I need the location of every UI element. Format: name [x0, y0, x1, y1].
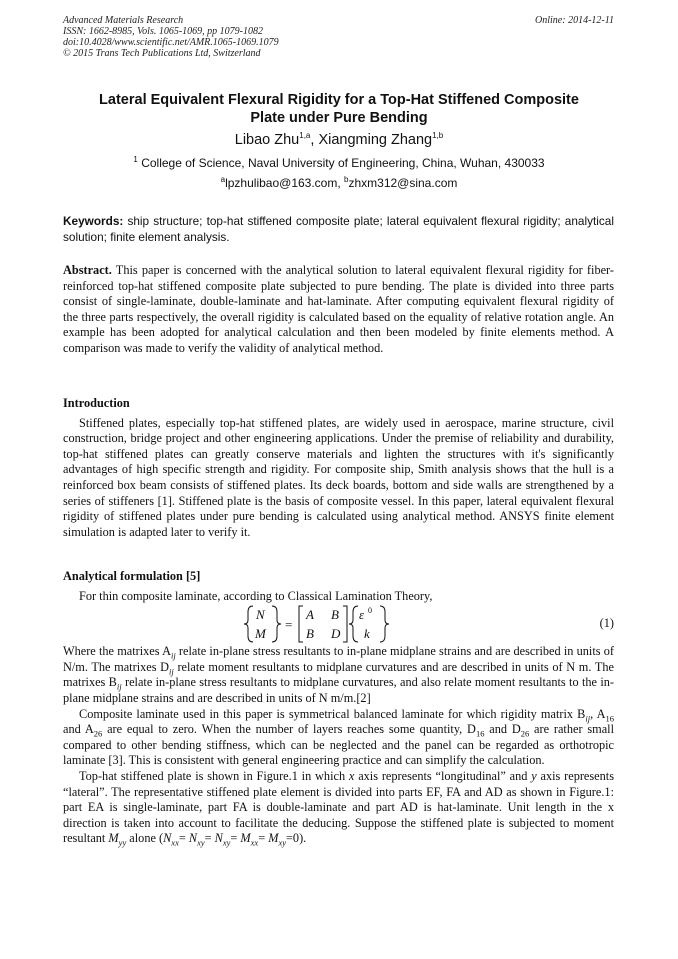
- journal-name: Advanced Materials Research: [63, 15, 184, 26]
- eq-D: D: [331, 626, 341, 642]
- author-separator: ,: [310, 132, 319, 148]
- eq-B-bottom: B: [306, 626, 314, 642]
- p2-text-2: , A: [590, 706, 606, 721]
- affiliation-text: College of Science, Naval University of Engineering, China, Wuhan, 430033: [137, 156, 545, 170]
- eq-epsilon: ε: [359, 607, 365, 623]
- copyright-line: © 2015 Trans Tech Publications Ltd, Switzerland: [63, 48, 261, 59]
- author-emails: [40, 176, 638, 191]
- author-list: [40, 131, 638, 149]
- p3-eq-2: =: [204, 831, 215, 846]
- eq-B-top: B: [331, 607, 339, 623]
- p3-M2-sub: xx: [250, 837, 259, 848]
- email-b-marker: b: [344, 175, 349, 184]
- right-brace-1: [272, 606, 281, 642]
- left-brace-1: [244, 606, 253, 642]
- p2-text-3: and A: [63, 722, 94, 737]
- p2-sub-4: 16: [475, 728, 485, 739]
- analytical-section: [63, 569, 614, 847]
- email-b: zhxm312@sina.com: [348, 176, 458, 190]
- left-brace-2: [349, 606, 358, 642]
- affiliation: [40, 156, 638, 171]
- analytical-intro: For thin composite laminate, according to Classical Lamination Theory,: [79, 588, 433, 603]
- doi-line: doi:10.4028/www.scientific.net/AMR.1065-1069.1079: [63, 37, 279, 48]
- eq-M: M: [255, 626, 266, 642]
- p3-eq-3: =: [230, 831, 241, 846]
- laminate-paragraph: [63, 707, 614, 769]
- p3-y-axis: y: [531, 768, 537, 783]
- p2-text-5: and D: [484, 722, 521, 737]
- p3-eq-5: =0).: [286, 831, 307, 846]
- abstract-block: [63, 263, 614, 357]
- p1-sub-2: ij: [169, 666, 174, 677]
- email-a-marker: a: [220, 175, 226, 184]
- equation-1-graphic: [243, 604, 433, 644]
- p3-N2-sub: xy: [197, 837, 205, 848]
- title-line-1: Lateral Equivalent Flexural Rigidity for a Top-Hat Stiffened Composite: [99, 92, 579, 108]
- matrix-definitions-paragraph: [63, 644, 614, 706]
- p1-text-4: relate in-plane stress resultants to midplane curvatures, and also relate moment resultants to the in-plane midplane strains and are described in units of N m/m.[2]: [63, 675, 614, 705]
- journal-header: [63, 15, 279, 59]
- title-line-2: Plate under Pure Bending: [250, 110, 428, 126]
- p3-text-2: axis represents “longitudinal” and: [354, 768, 532, 783]
- keywords-text: ship structure; top-hat stiffened composite plate; lateral equivalent flexural rigidity; analytical solution; finite element analysis.: [63, 214, 614, 244]
- p3-N3-sub: xy: [222, 837, 231, 848]
- introduction-heading: Introduction: [63, 396, 130, 410]
- equation-1-number: (1): [599, 616, 614, 631]
- p1-text-2: relate in-plane stress resultants to in-plane midplane strains and are described in units of N/m. The matrixes D: [63, 644, 614, 674]
- p3-eq-1: =: [178, 831, 189, 846]
- p3-N1-sub: xx: [171, 837, 179, 848]
- p3-M3: M: [268, 831, 279, 846]
- p2-sub-2: 16: [605, 713, 614, 724]
- p1-sub-1: ij: [170, 650, 176, 661]
- keywords-label: Keywords:: [63, 214, 124, 228]
- affiliation-marker: 1: [133, 155, 138, 164]
- author-1: Libao Zhu: [234, 132, 300, 148]
- p3-N1: N: [163, 831, 172, 846]
- top-hat-paragraph: [63, 769, 614, 847]
- online-date: Online: 2014-12-11: [535, 15, 614, 26]
- paper-title: [40, 91, 638, 127]
- p1-text-1: Where the matrixes A: [63, 644, 171, 659]
- p3-text-4: alone (: [126, 831, 164, 846]
- left-bracket: [299, 606, 303, 642]
- abstract-text: This paper is concerned with the analytical solution to lateral equivalent flexural rigidity for fiber-reinforced top-hat stiffened composite plate subjected to pure bending. The plate is divided into three parts consist of single-laminate, double-laminate and hat-laminate. After computing equivalent flexural rigidity of the three parts respectively, the overall rigidity is calculated based on the equality of relative rotation angle. An example has been adopted for analytical calculation and then been modeled by finite elements method. A comparison was made to verify the validity of analytical method.: [63, 263, 614, 355]
- p3-text-1: Top-hat stiffened plate is shown in Figure.1 in which: [79, 768, 349, 783]
- issn-line: ISSN: 1662-8985, Vols. 1065-1069, pp 1079-1082: [63, 26, 263, 37]
- eq-A: A: [306, 607, 314, 623]
- p2-sub-3: 26: [93, 728, 103, 739]
- author-1-affil: 1,a: [299, 131, 311, 141]
- p3-eq-4: =: [258, 831, 269, 846]
- analytical-heading: Analytical formulation [5]: [63, 569, 201, 583]
- eq-equals: =: [285, 617, 293, 633]
- right-bracket: [343, 606, 347, 642]
- introduction-section: [63, 396, 614, 540]
- p3-N3: N: [214, 831, 223, 846]
- author-2-affil: 1,b: [432, 131, 444, 141]
- p3-M2: M: [240, 831, 251, 846]
- author-2: Xiangming Zhang: [318, 132, 433, 148]
- introduction-paragraph: Stiffened plates, especially top-hat stiffened plates, are widely used in aerospace, marine structure, civil construction, bridge project and other engineering applications. Under the premise of reliability and durability, top-hat stiffened plates can greatly conserve materials and lighten the structures with it's significantly advantages of high specific strength and rigidity. For composite ship, Smith analysis shows that the hull is a reinforced box beam consists of stiffened plates. Its deck boards, bottom and side walls are strengthened by a series of stiffeners [1]. Stiffened plate is the basis of composite vessel. In this paper, lateral equivalent flexural rigidity of stiffened plates under pure bending is calculated using analytical method. ANSYS finite element simulation is adapted later to verify it.: [63, 415, 614, 539]
- eq-k: k: [364, 626, 370, 642]
- p2-sub-1: ij: [585, 713, 591, 724]
- p3-M-sub: yy: [118, 837, 127, 848]
- p2-text-4: are equal to zero. When the number of layers reaches some quantity, D: [102, 722, 476, 737]
- p3-M: M: [108, 831, 119, 846]
- email-a: lpzhulibao@163.com,: [225, 176, 345, 190]
- abstract-label: Abstract.: [63, 263, 112, 277]
- p2-text-6: are rather small compared to other bending stiffness, which can be neglected and the panel can be regarded as orthotropic laminate [3]. This is consistent with general engineering practice and can simplify the calculation.: [63, 722, 615, 768]
- p1-sub-3: ij: [116, 681, 122, 692]
- p2-sub-5: 26: [520, 728, 530, 739]
- p1-text-3: relate moment resultants to midplane curvatures and are described in units of N m. The matrixes B: [63, 659, 614, 690]
- p3-text-3: axis represents “lateral”. The representative stiffened plate element is divided into parts EF, FA and AD as shown in Figure.1: part EA is single-laminate, part FA is double-laminate and part AD is hat-laminate. Unit length in the x direction is taken into account to facilitate the deducing. Suppose the stiffened plate is subjected to moment resultant: [63, 768, 614, 846]
- right-brace-2: [380, 606, 389, 642]
- p3-M3-sub: xy: [278, 837, 286, 848]
- eq-N: N: [256, 607, 265, 623]
- keywords-block: [63, 213, 614, 245]
- equation-1: [63, 604, 614, 644]
- p3-x-axis: x: [348, 768, 355, 783]
- p3-N2: N: [188, 831, 198, 846]
- p2-text-1: Composite laminate used in this paper is symmetrical balanced laminate for which rigidity matrix B: [79, 706, 586, 721]
- eq-epsilon-sup: 0: [368, 606, 372, 616]
